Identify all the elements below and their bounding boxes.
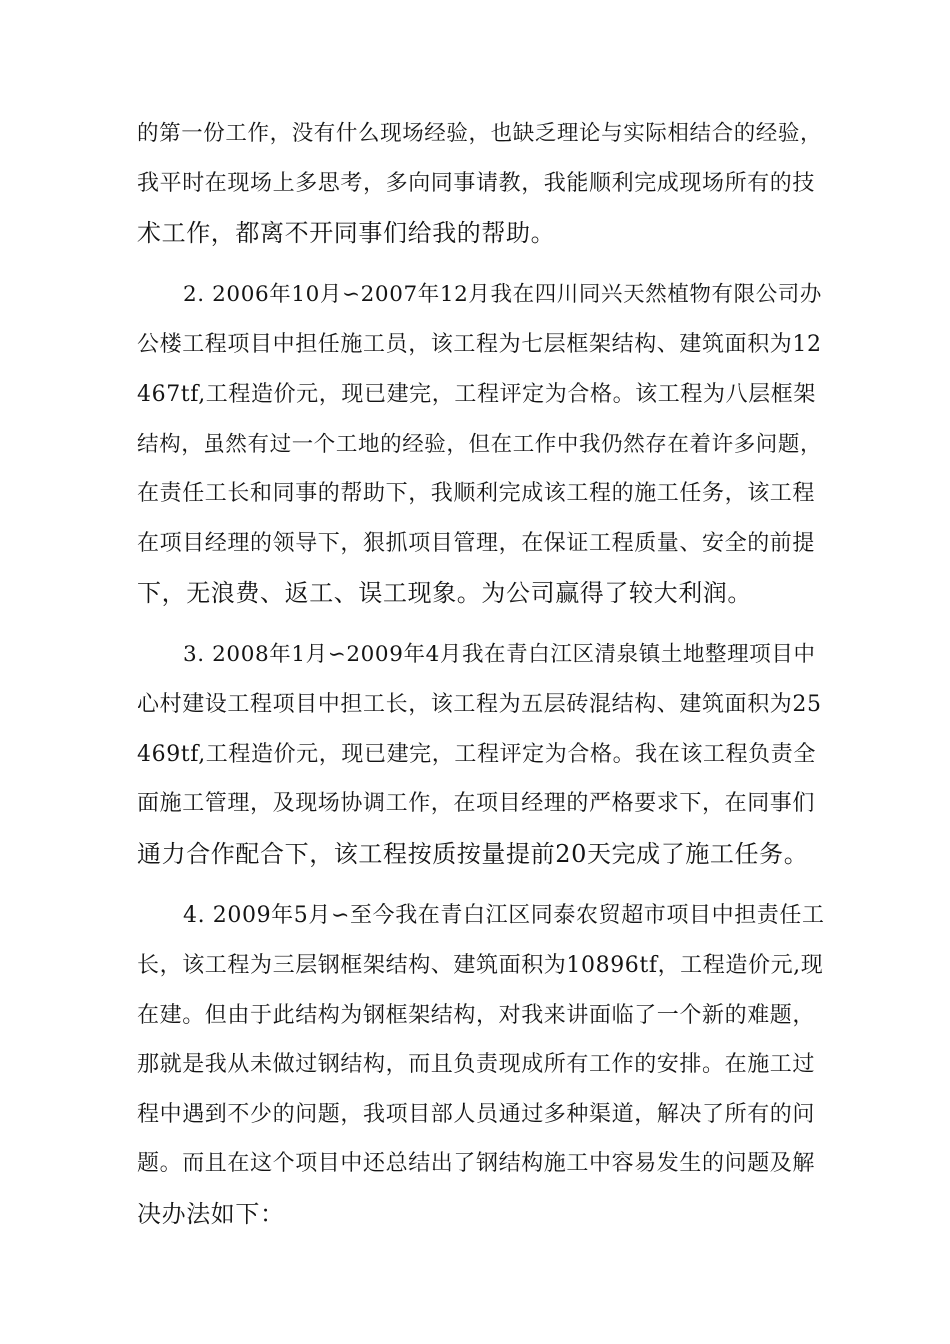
text-line: 决办法如下：	[137, 1200, 285, 1228]
text-line: 通力合作配合下，该工程按质按量提前20天完成了施工任务。	[137, 840, 809, 868]
text-line: 我平时在现场上多思考，多向同事请教，我能顺利完成现场所有的技	[137, 171, 816, 196]
text-line: 长，该工程为三层钢框架结构、建筑面积为10896tf，工程造价元,现	[137, 953, 824, 978]
text-line: 心村建设工程项目中担工长，该工程为五层砖混结构、建筑面积为25	[137, 692, 822, 717]
text-line: 在建。但由于此结构为钢框架结构，对我来讲面临了一个新的难题，	[137, 1003, 816, 1028]
text-line: 下，无浪费、返工、误工现象。为公司赢得了较大利润。	[137, 579, 752, 607]
text-line: 结构，虽然有过一个工地的经验，但在工作中我仍然存在着许多问题，	[137, 432, 823, 457]
text-line: 469tf,工程造价元，现已建完，工程评定为合格。我在该工程负责全	[137, 742, 816, 767]
text-line: 3. 2008年1月∽2009年4月我在青白江区清泉镇土地整理项目中	[183, 642, 816, 667]
text-line: 在责任工长和同事的帮助下，我顺利完成该工程的施工任务，该工程	[137, 481, 816, 506]
text-line: 术工作，都离不开同事们给我的帮助。	[137, 219, 556, 247]
text-line: 题。而且在这个项目中还总结出了钢结构施工中容易发生的问题及解	[137, 1151, 816, 1176]
text-line: 公楼工程项目中担任施工员，该工程为七层框架结构、建筑面积为12	[137, 332, 822, 357]
text-line: 4. 2009年5月∽至今我在青白江区同泰农贸超市项目中担责任工	[183, 903, 825, 928]
text-line: 2. 2006年10月∽2007年12月我在四川同兴天然植物有限公司办	[183, 282, 823, 307]
text-line: 467tf,工程造价元，现已建完，工程评定为合格。该工程为八层框架	[137, 382, 816, 407]
text-line: 的第一份工作，没有什么现场经验，也缺乏理论与实际相结合的经验，	[137, 121, 823, 146]
text-line: 在项目经理的领导下，狠抓项目管理，在保证工程质量、安全的前提	[137, 531, 816, 556]
text-line: 程中遇到不少的问题，我项目部人员通过多种渠道，解决了所有的问	[137, 1102, 816, 1127]
text-line: 那就是我从未做过钢结构，而且负责现成所有工作的安排。在施工过	[137, 1052, 816, 1077]
text-line: 面施工管理，及现场协调工作，在项目经理的严格要求下，在同事们	[137, 791, 816, 816]
